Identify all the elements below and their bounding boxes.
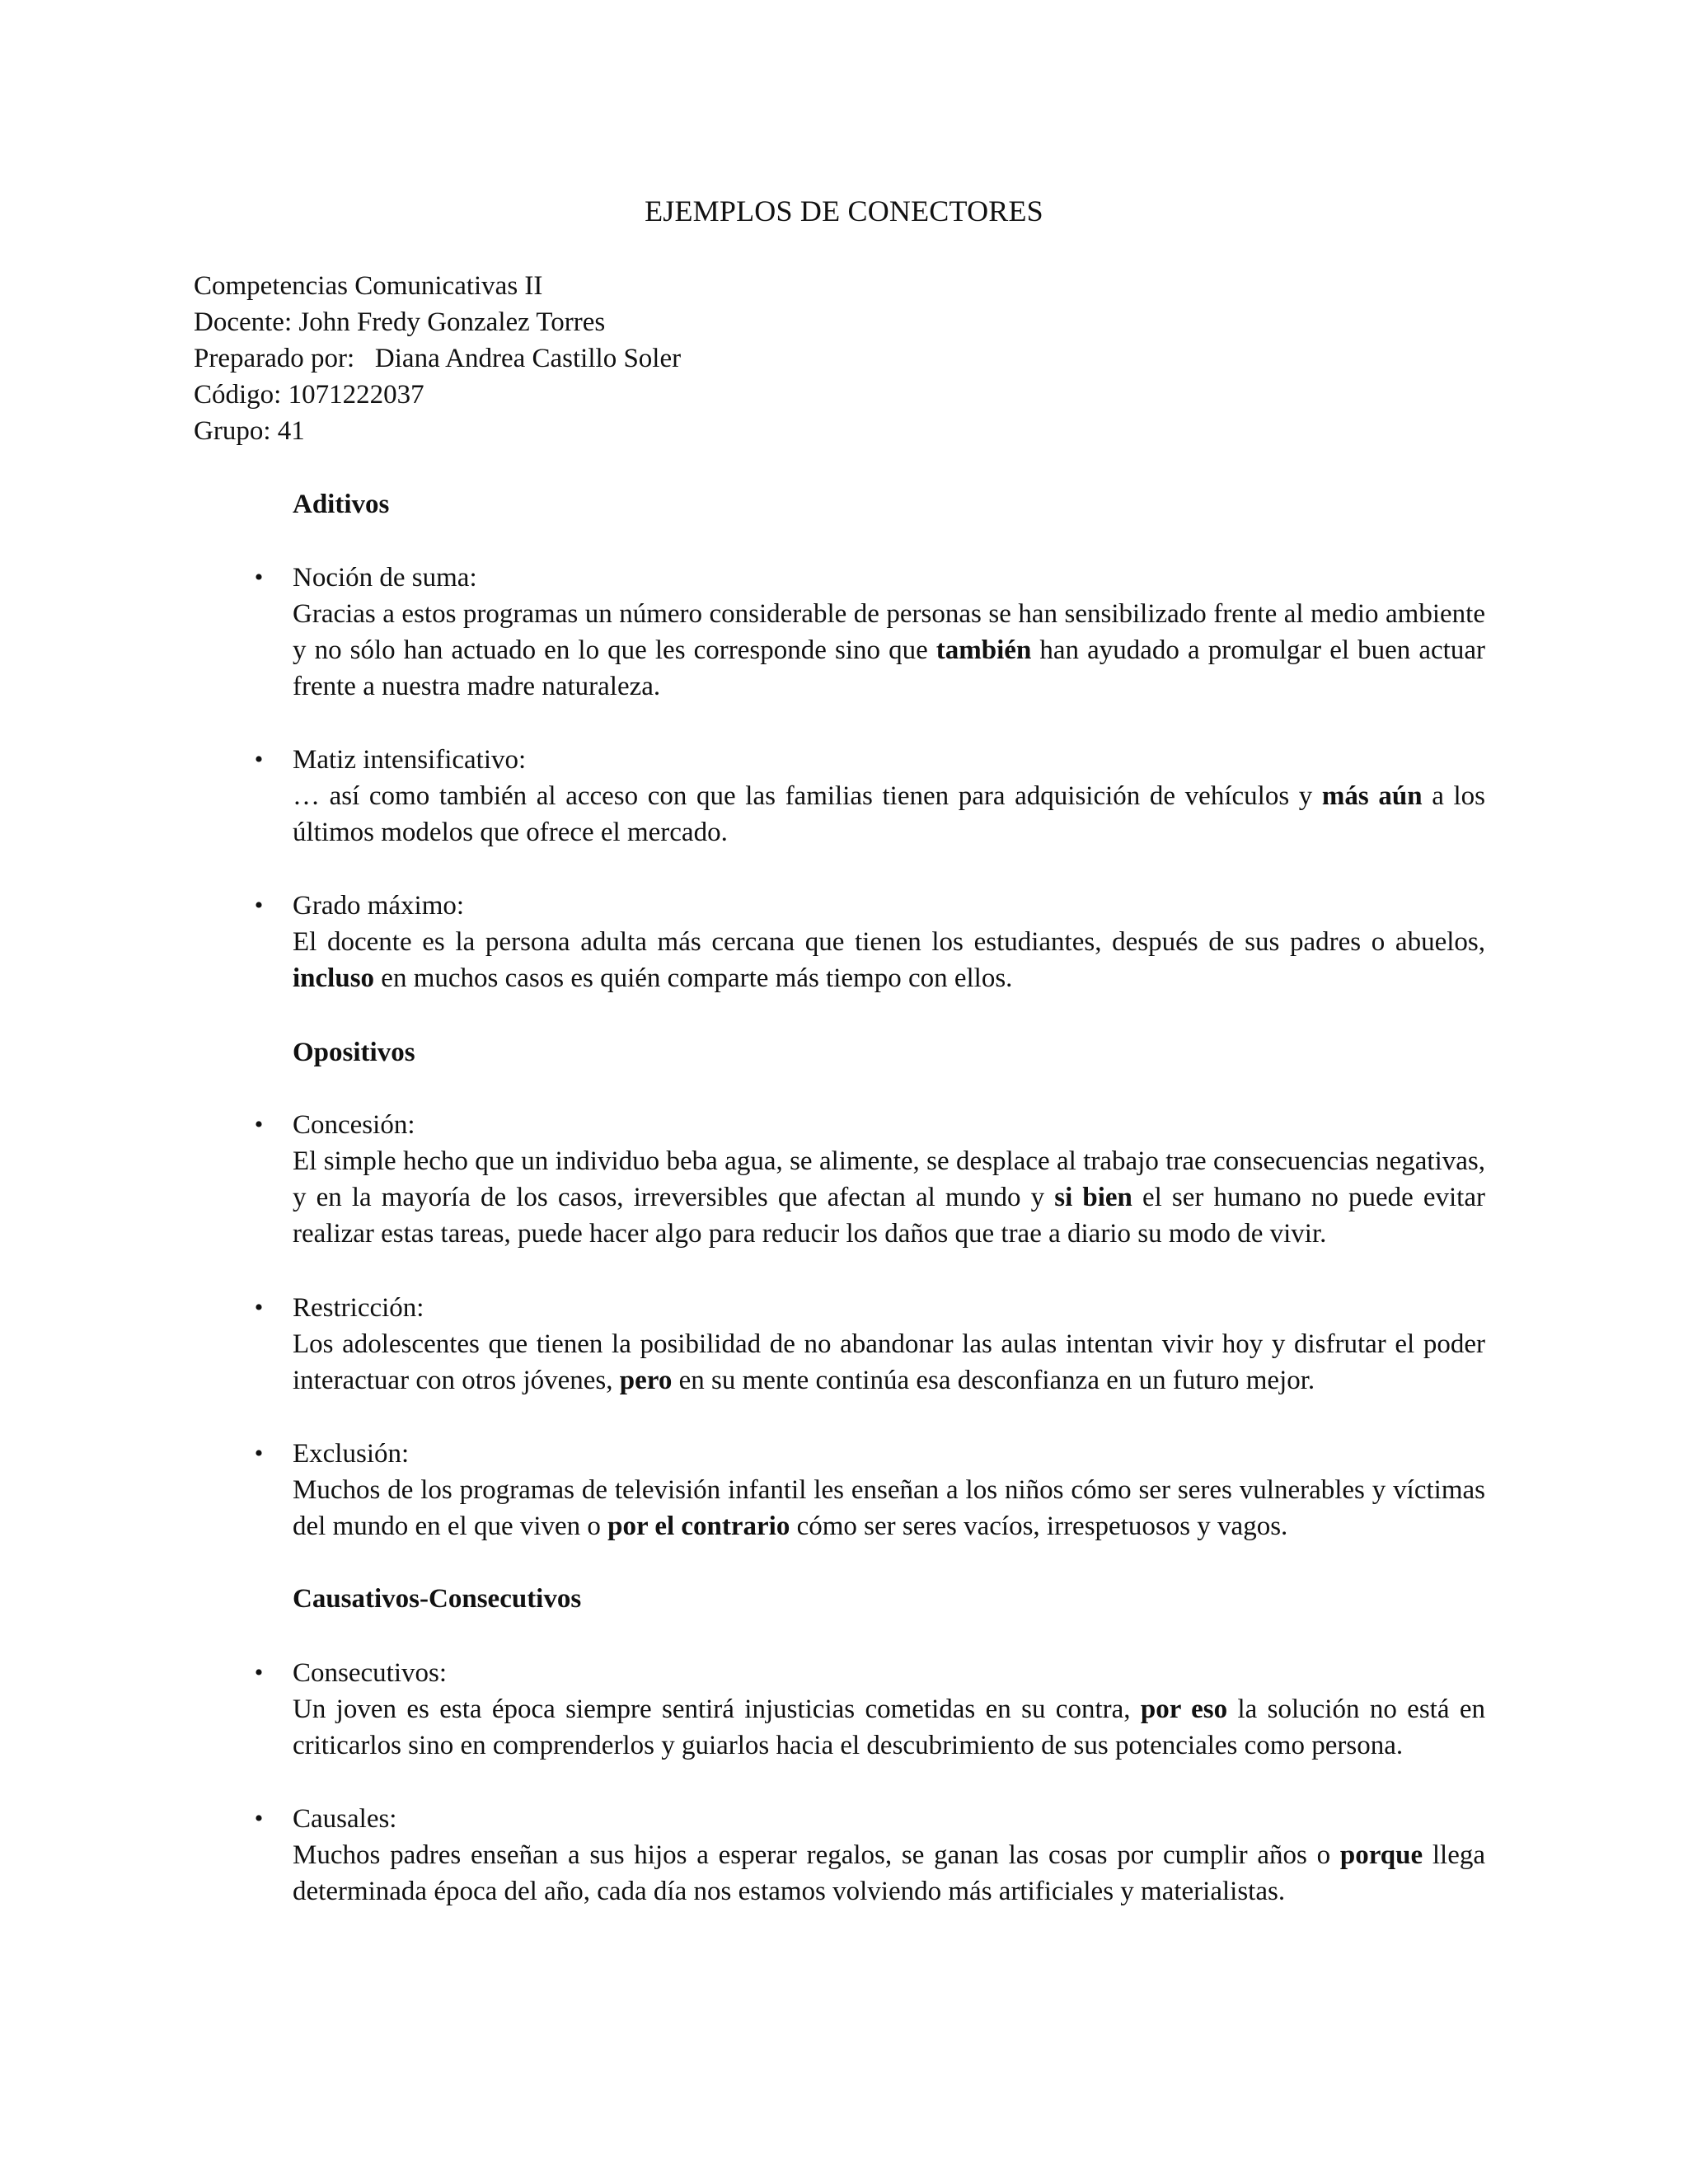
list-item — [254, 742, 1485, 851]
bullet-icon: • — [254, 1805, 264, 1832]
connector-word: pero — [619, 1366, 673, 1395]
item-text: Los adolescentes que tienen la posibilidad de no abandonar las aulas intentan vivir hoy y disfrutar el poder interactuar con otros jóvenes, pero en su mente continúa esa desconfianza en un futuro mejor. — [293, 1329, 1485, 1395]
list-item — [254, 1290, 1485, 1399]
document-title: EJEMPLOS DE CONECTORES — [645, 194, 1043, 227]
item-text: Un joven es esta época siempre sentirá injusticias cometidas en su contra, por eso la solución no está en criticarlos sino en comprenderlos y guiarlos hacia el descubrimiento de sus potenciales como persona. — [293, 1694, 1485, 1760]
list-item — [254, 1436, 1485, 1544]
list-item — [254, 888, 1485, 996]
item-label: Concesión: — [293, 1110, 415, 1140]
item-text: El simple hecho que un individuo beba agua, se alimente, se desplace al trabajo trae consecuencias negativas, y en la mayoría de los casos, irreversibles que afectan al mundo y si bien el ser humano no puede evitar realizar estas tareas, puede hacer algo para reducir los daños que trae a diario su modo de vivir. — [293, 1146, 1485, 1249]
bullet-icon: • — [254, 1440, 264, 1467]
item-text: Muchos de los programas de televisión infantil les enseñan a los niños cómo ser seres vulnerables y víctimas del mundo en el que viven o por el contrario cómo ser seres vacíos, irrespetuosos y vagos. — [293, 1475, 1485, 1541]
bullet-icon: • — [254, 1111, 264, 1138]
bullet-icon: • — [254, 892, 264, 919]
author-name: Preparado por: Diana Andrea Castillo Soler — [194, 344, 682, 373]
bullet-icon: • — [254, 746, 264, 773]
connector-word: por el contrario — [607, 1511, 790, 1541]
bullet-icon: • — [254, 564, 264, 591]
item-text: Muchos padres enseñan a sus hijos a esperar regalos, se ganan las cosas por cumplir años o porque llega determinada época del año, cada día nos estamos volviendo más artificiales y materialistas. — [293, 1840, 1485, 1906]
connector-word: por eso — [1140, 1694, 1228, 1724]
list-item — [254, 1107, 1485, 1252]
item-text: Gracias a estos programas un número considerable de personas se han sensibilizado frente al medio ambiente y no sólo han actuado en lo que les corresponde sino que también han ayudado a promulgar el buen actuar frente a nuestra madre naturaleza. — [293, 599, 1485, 701]
item-text: El docente es la persona adulta más cercana que tienen los estudiantes, después de sus padres o abuelos, incluso en muchos casos es quién comparte más tiempo con ellos. — [293, 927, 1485, 993]
connector-word: porque — [1339, 1840, 1423, 1870]
item-label: Exclusión: — [293, 1439, 410, 1469]
bullet-icon: • — [254, 1659, 264, 1686]
item-label: Matiz intensificativo: — [293, 745, 527, 775]
course-name: Competencias Comunicativas II — [194, 271, 543, 301]
document-header — [194, 268, 681, 449]
connector-word: también — [935, 635, 1032, 665]
section-heading-opositivos: Opositivos — [293, 1038, 415, 1067]
student-code: Código: 1071222037 — [194, 380, 424, 410]
list-item — [254, 1801, 1485, 1910]
teacher-name: Docente: John Fredy Gonzalez Torres — [194, 307, 606, 337]
list-item — [254, 1655, 1485, 1764]
connector-word: si bien — [1054, 1183, 1132, 1212]
connector-word: más aún — [1321, 781, 1423, 811]
connector-word: incluso — [293, 963, 375, 993]
group-number: Grupo: 41 — [194, 416, 305, 446]
section-heading-aditivos: Aditivos — [293, 490, 390, 519]
item-label: Causales: — [293, 1804, 397, 1834]
item-label: Grado máximo: — [293, 891, 465, 921]
section-heading-causativos: Causativos-Consecutivos — [293, 1584, 582, 1614]
bullet-icon: • — [254, 1294, 264, 1321]
item-text: … así como también al acceso con que las familias tienen para adquisición de vehículos y más aún a los últimos modelos que ofrece el mercado. — [293, 781, 1485, 847]
item-label: Consecutivos: — [293, 1658, 447, 1688]
list-item — [254, 560, 1485, 705]
item-label: Noción de suma: — [293, 563, 477, 593]
item-label: Restricción: — [293, 1293, 424, 1323]
